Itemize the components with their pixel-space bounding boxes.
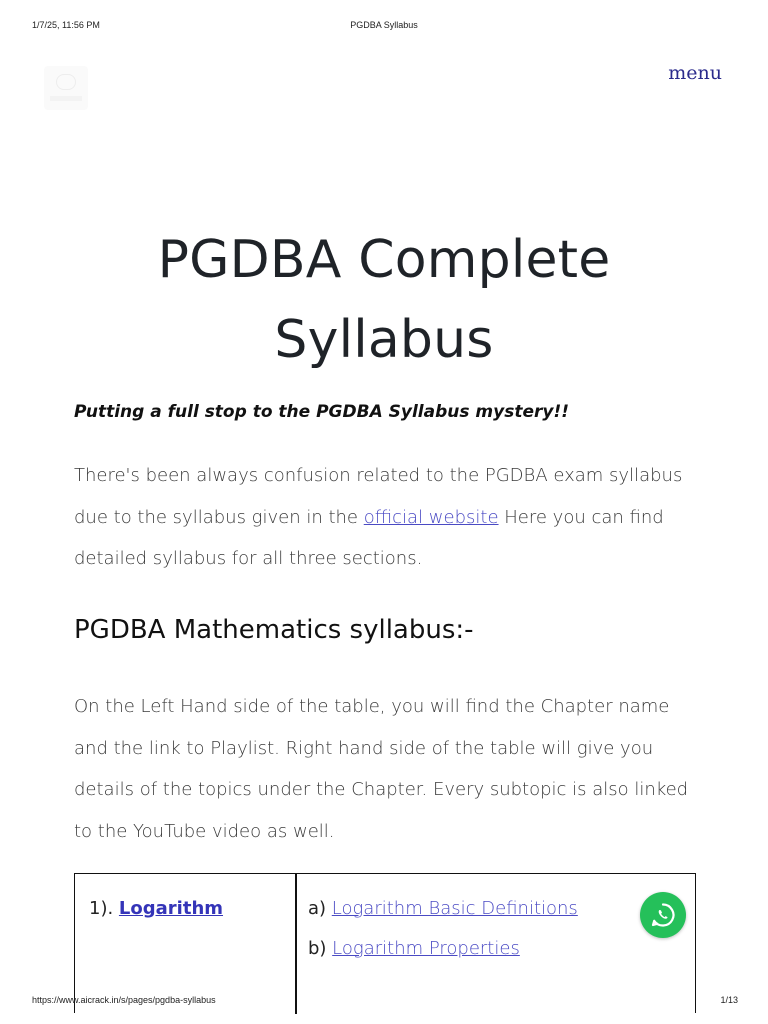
print-url: https://www.aicrack.in/s/pages/pgdba-syllabus xyxy=(32,995,216,1005)
tagline: Putting a full stop to the PGDBA Syllabus mystery!! xyxy=(74,402,569,422)
chapter-link-logarithm[interactable]: Logarithm xyxy=(118,898,224,919)
chapter-number: 1). xyxy=(89,898,119,919)
page-indicator: 1/13 xyxy=(720,995,738,1005)
menu-link[interactable]: menu xyxy=(668,62,722,84)
topic-prefix: a) xyxy=(308,898,332,919)
print-title: PGDBA Syllabus xyxy=(350,20,418,30)
chapter-cell xyxy=(89,898,223,919)
print-header xyxy=(0,20,768,34)
intro-text-before: There's been always confusion related to the PGDBA exam syllabus due to the syllabus given in the xyxy=(74,465,683,528)
math-section-heading: PGDBA Mathematics syllabus:- xyxy=(74,615,474,645)
topic-item xyxy=(308,938,520,959)
syllabus-table xyxy=(74,873,696,1013)
logo-wordmark xyxy=(50,96,82,101)
whatsapp-icon xyxy=(649,901,677,929)
logo-mark-icon xyxy=(56,74,76,90)
topic-item xyxy=(308,898,578,919)
math-section-description: On the Left Hand side of the table, you will find the Chapter name and the link to Playlist. Right hand side of the table will give you details of the topics under the Chapter. Every subtopic is also linked to the YouTube video as well. xyxy=(74,696,689,842)
topic-prefix: b) xyxy=(308,938,333,959)
site-logo[interactable] xyxy=(44,66,88,110)
print-footer xyxy=(0,995,768,1009)
intro-paragraph xyxy=(74,455,704,580)
topic-link-basic-definitions[interactable]: Logarithm Basic Definitions xyxy=(331,898,578,919)
whatsapp-button[interactable] xyxy=(640,892,686,938)
topic-link-properties[interactable]: Logarithm Properties xyxy=(332,938,520,959)
intro-text-after: Here you can find detailed syllabus for all three sections. xyxy=(74,506,664,569)
print-date: 1/7/25, 11:56 PM xyxy=(32,20,100,30)
page-title: PGDBA Complete Syllabus xyxy=(157,230,611,370)
official-website-link[interactable]: official website xyxy=(363,506,499,528)
table-column-divider xyxy=(295,874,297,1014)
